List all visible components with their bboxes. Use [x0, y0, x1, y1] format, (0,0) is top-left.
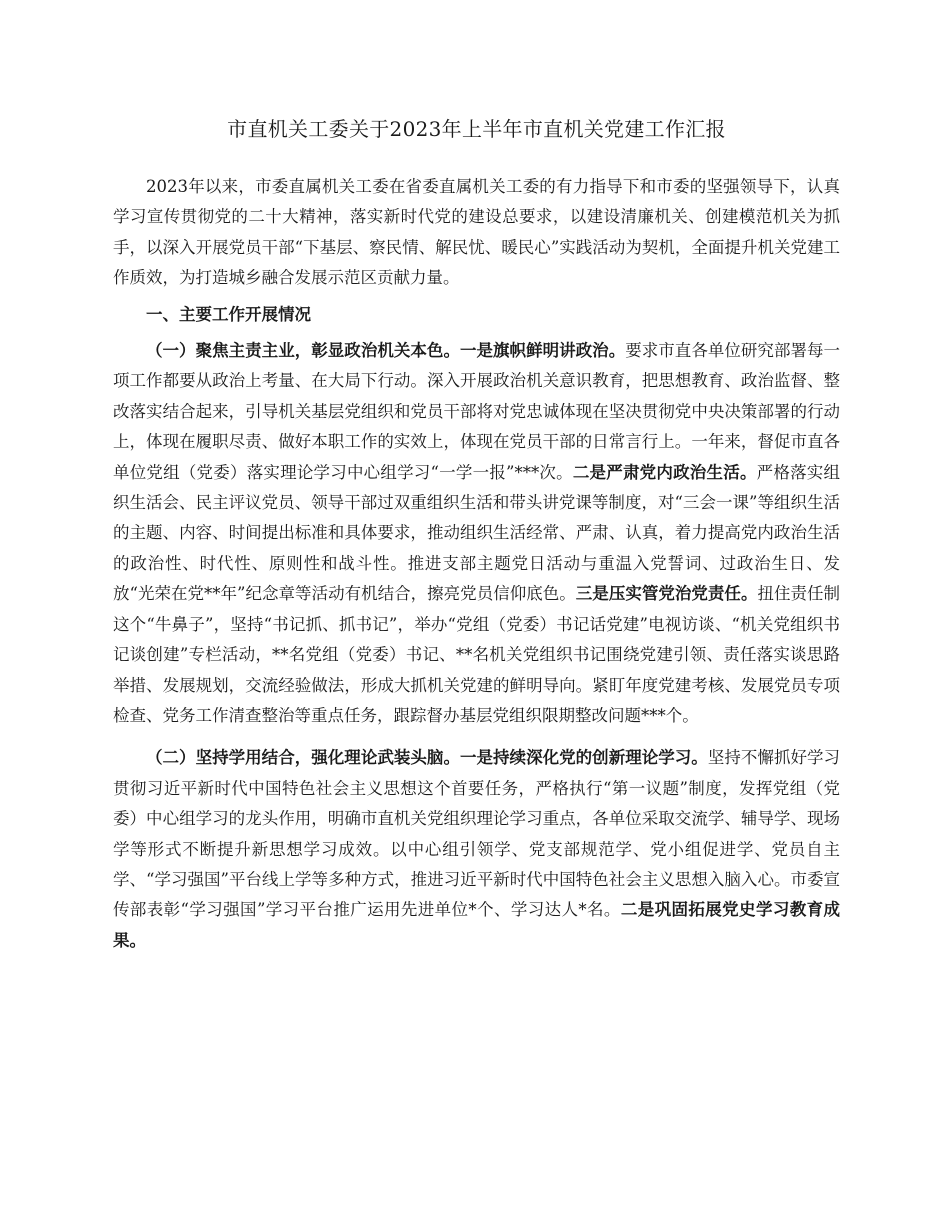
section-1-text-3: 扭住责任制这个“牛鼻子”，坚持“书记抓、抓书记”，举办“党组（党委）书记话党建”电视访谈、“机关党组织书记谈创建”专栏活动，**名党组（党委）书记、**名机关党组织书记围绕党建引领、责任落实谈思路举措、发展规划，交流经验做法，形成大抓机关党建的鲜明导向。紧盯年度党建考核、发展党员专项检查、党务工作清查整治等重点任务，跟踪督办基层党组织限期整改问题***个。 — [113, 584, 841, 725]
section-2-paragraph — [113, 743, 840, 956]
section-2-title: （二）坚持学用结合，强化理论武装头脑。 — [146, 748, 460, 768]
section-1-title: （一）聚焦主责主业，彰显政治机关本色。 — [146, 341, 460, 361]
section-1-point-1: 一是旗帜鲜明讲政治。 — [459, 341, 626, 361]
document-title: 市直机关工委关于2023年上半年市直机关党建工作汇报 — [227, 117, 726, 141]
section-1-text-2: 严格落实组织生活会、民主评议党员、领导干部过双重组织生活和带头讲党课等制度，对“三会一课”等组织生活的主题、内容、时间提出标准和具体要求，推动组织生活经常、严肃、认真，着力提高党内政治生活的政治性、时代性、原则性和战斗性。推进支部主题党日活动与重温入党誓词、过政治生日、发放“光荣在党**年”纪念章等活动有机结合，擦亮党员信仰底色。 — [113, 462, 841, 604]
section-heading-main-work: 一、主要工作开展情况 — [146, 304, 311, 324]
document-page — [113, 112, 840, 956]
section-1-paragraph — [113, 336, 840, 731]
section-2-text-1: 坚持不懈抓好学习贯彻习近平新时代中国特色社会主义思想这个首要任务，严格执行“第一议题”制度，发挥党组（党委）中心组学习的龙头作用，明确市直机关党组织理论学习重点，各单位采取交流学、辅导学、现场学等形式不断提升新思想学习成效。以中心组引领学、党支部规范学、党小组促进学、党员自主学、“学习强国”平台线上学等多种方式，推进习近平新时代中国特色社会主义思想入脑入心。市委宣传部表彰“学习强国”学习平台推广运用先进单位*个、学习达人*名。 — [113, 748, 841, 920]
section-1-point-2: 二是严肃党内政治生活。 — [572, 462, 757, 482]
intro-paragraph: 2023年以来，市委直属机关工委在省委直属机关工委的有力指导下和市委的坚强领导下，认真学习宣传贯彻党的二十大精神，落实新时代党的建设总要求，以建设清廉机关、创建模范机关为抓手，以深入开展党员干部“下基层、察民情、解民忧、暖民心”实践活动为契机，全面提升机关党建工作质效，为打造城乡融合发展示范区贡献力量。 — [113, 177, 840, 288]
section-2-point-2: 二是巩固拓展党史学习教育成果。 — [113, 900, 840, 950]
section-1-text-1: 要求市直各单位研究部署每一项工作都要从政治上考量、在大局下行动。深入开展政治机关意识教育，把思想教育、政治监督、整改落实结合起来，引导机关基层党组织和党员干部将对党忠诚体现在坚决贯彻党中央决策部署的行动上，体现在履职尽责、做好本职工作的实效上，体现在党员干部的日常言行上。一年来，督促市直各单位党组（党委）落实理论学习中心组学习“一学一报”***次。 — [113, 341, 841, 482]
section-2-point-1: 一是持续深化党的创新理论学习。 — [459, 748, 708, 768]
section-1-point-3: 三是压实管党治党责任。 — [575, 584, 758, 604]
